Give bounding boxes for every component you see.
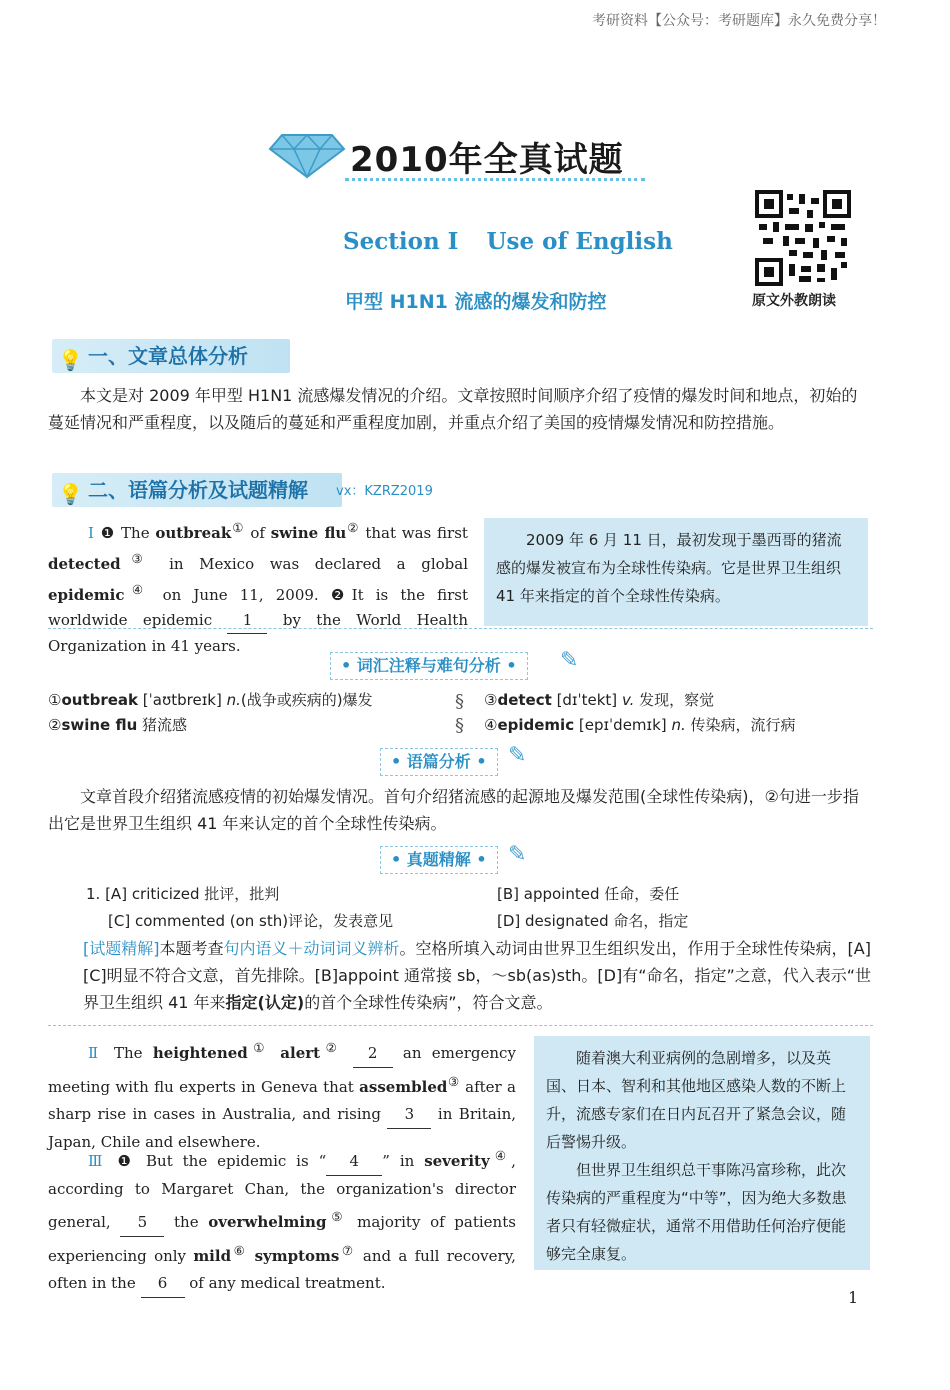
text-analysis-tag-text: • 语篇分析 • xyxy=(391,752,487,771)
blank-2[interactable]: 2 xyxy=(353,1040,393,1068)
translation-3: 但世界卫生组织总干事陈冯富珍称，此次传染病的严重程度为“中等”，因为绝大多数患者只有轻微症状，通常不用借助任何治疗便能够完全康复。 xyxy=(546,1161,847,1263)
paragraph-1: Ⅰ ❶ The outbreak① of swine flu② that was first detected③ in Mexico was declared a global epidemic④ on June 11, 2009. ❷It is the first worldwide epidemic 1 by the World Health Organization in 41 years. xyxy=(48,520,468,655)
text: The xyxy=(121,524,150,542)
title-divider xyxy=(345,178,645,181)
section-label: Section Ⅰ xyxy=(343,228,459,255)
answer-tag xyxy=(380,846,498,874)
paragraph-2: Ⅱ The heightened① alert② 2 an emergency meeting with flu experts in Geneva that assembled③ after a sharp rise in cases in Australia, and rising 3 in Britain, Japan, Chile and elsewhere. xyxy=(48,1040,517,1151)
text-analysis-tag xyxy=(380,748,498,776)
text-analysis-paragraph: 文章首段介绍猪流感疫情的初始爆发情况。首句介绍猪流感的起源地及爆发范围(全球性传染病)，②句进一步指出它是世界卫生组织 41 年来认定的首个全球性传染病。 xyxy=(48,787,859,833)
pen-icon: ✎ xyxy=(508,842,527,867)
divider xyxy=(48,628,873,629)
blank-3[interactable]: 3 xyxy=(387,1101,431,1129)
watermark: 考研资料【公众号：考研题库】永久免费分享！ xyxy=(592,13,886,29)
page-number: 1 xyxy=(848,1288,859,1307)
paragraph-3: Ⅲ ❶ But the epidemic is “ 4 ” in severity④, according to Margaret Chan, the organization's director general, 5 the overwhelming⑤ majority of patients experiencing only mild⑥ symptoms⑦ and a full recovery, often in the 6 of any medical treatment. xyxy=(48,1142,516,1298)
vx-note: vx：KZRZ2019 xyxy=(336,484,433,499)
vocab-entry-3: ③detect [dɪˈtekt] v. 发现，察觉 xyxy=(484,691,715,709)
lightbulb-icon: 💡 xyxy=(58,482,83,506)
section-name: Use of English xyxy=(486,228,673,255)
option-b[interactable]: [B] appointed 任命，委任 xyxy=(497,885,680,903)
blank-1[interactable]: 1 xyxy=(227,608,267,634)
vocab-entry-4: ④epidemic [epɪˈdemɪk] n. 传染病，流行病 xyxy=(484,716,796,734)
diamond-icon xyxy=(268,125,346,180)
sentence-marker: ❷ xyxy=(330,586,352,604)
overview-heading-text: 一、文章总体分析 xyxy=(88,344,248,368)
option-a[interactable]: 1. [A] criticized 批评，批判 xyxy=(86,885,280,903)
translation-2: 随着澳大利亚病例的急剧增多，以及英国、日本、智利和其他地区感染人数的不断上升，流感专家们在日内瓦召开了紧急会议，随后警惕升级。 xyxy=(546,1049,847,1151)
analysis-heading xyxy=(52,473,342,507)
pen-icon: ✎ xyxy=(508,743,527,768)
blank-5[interactable]: 5 xyxy=(120,1209,164,1237)
passage-subtitle: 甲型 H1N1 流感的爆发和防控 xyxy=(345,291,607,313)
divider xyxy=(48,1025,873,1026)
vocab-entry-2: ②swine flu 猪流感 xyxy=(48,716,188,734)
section-heading xyxy=(343,228,673,255)
explanation: [试题精解]本题考查句内语义＋动词词义辨析。空格所填入动词由世界卫生组织发出，作用于全球性传染病，[A] [C]明显不符合文意，首先排除。[B]appoint 通常接 sb，～sb(as)sth。[D]有“命名，指定”之意，代入表示“世界卫生组织 41 年来指定(认定)的首个全球性传染病”，符合文意。 xyxy=(83,939,872,1012)
translation-box-2 xyxy=(534,1036,870,1270)
option-c[interactable]: [C] commented (on sth)评论，发表意见 xyxy=(108,912,394,930)
page-title: 2010年全真试题 xyxy=(350,140,624,180)
vocab-tag xyxy=(330,652,528,680)
option-d[interactable]: [D] designated 命名，指定 xyxy=(497,912,689,930)
text: that was first xyxy=(365,524,468,542)
vocab-word: swine flu xyxy=(270,524,347,542)
analysis-heading-text: 二、语篇分析及试题精解 xyxy=(88,478,308,502)
explain-label: [试题精解] xyxy=(83,939,160,958)
overview-paragraph: 本文是对 2009 年甲型 H1N1 流感爆发情况的介绍。文章按照时间顺序介绍了疫情的爆发时间和地点，初始的蔓延情况和严重程度，以及随后的蔓延和严重程度加剧，并重点介绍了美国的疫情爆发情况和防控措施。 xyxy=(48,386,858,432)
vocab-word: epidemic xyxy=(48,586,125,604)
overview-heading xyxy=(52,339,290,373)
vocab-word: detected xyxy=(48,555,121,573)
text: It is the first worldwide epidemic xyxy=(48,586,468,629)
para-number: Ⅲ xyxy=(88,1152,108,1170)
answer-tag-text: • 真题精解 • xyxy=(391,850,487,869)
text: by the World Health Organization in 41 years. xyxy=(48,611,468,655)
vocab-divider-icon: § § xyxy=(455,691,464,736)
blank-6[interactable]: 6 xyxy=(141,1270,185,1298)
vocab-tag-text: • 词汇注释与难句分析 • xyxy=(341,656,517,675)
lightbulb-icon: 💡 xyxy=(58,348,83,372)
explain-focus: 句内语义＋动词词义辨析 xyxy=(223,939,400,958)
vocab-right xyxy=(484,688,864,738)
vocab-left xyxy=(48,688,468,738)
text: on June 11, 2009. xyxy=(162,586,319,604)
para-number: Ⅰ xyxy=(88,524,95,542)
qr-code-icon[interactable] xyxy=(755,190,851,286)
qr-label: 原文外教朗读 xyxy=(752,293,836,309)
pen-icon: ✎ xyxy=(560,648,579,673)
text: in Mexico was declared a global xyxy=(169,555,468,573)
vocab-entry-1: ①outbreak [ˈaʊtbreɪk] n.(战争或疾病的)爆发 xyxy=(48,691,373,709)
translation-box-1: 2009 年 6 月 11 日，最初发现于墨西哥的猪流感的爆发被宣布为全球性传染病。它是世界卫生组织 41 年来指定的首个全球性传染病。 xyxy=(484,518,868,626)
blank-4[interactable]: 4 xyxy=(326,1148,382,1176)
sentence-marker: ❶ xyxy=(100,524,116,542)
para-number: Ⅱ xyxy=(88,1044,104,1062)
text: of xyxy=(250,524,265,542)
vocab-word: outbreak xyxy=(155,524,232,542)
